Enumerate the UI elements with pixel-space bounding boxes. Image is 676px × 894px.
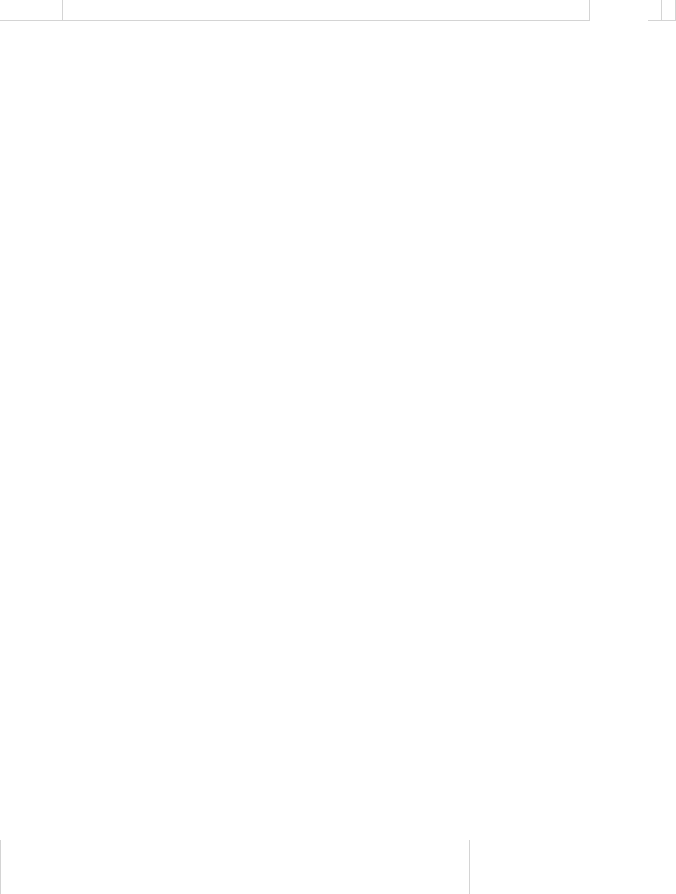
empty-cell[interactable]	[648, 0, 662, 21]
sheet-title[interactable]	[63, 0, 590, 21]
empty-cell[interactable]	[662, 0, 676, 21]
title-row	[0, 0, 676, 21]
loan-note[interactable]	[63, 840, 470, 894]
empty-cell[interactable]	[0, 0, 63, 21]
